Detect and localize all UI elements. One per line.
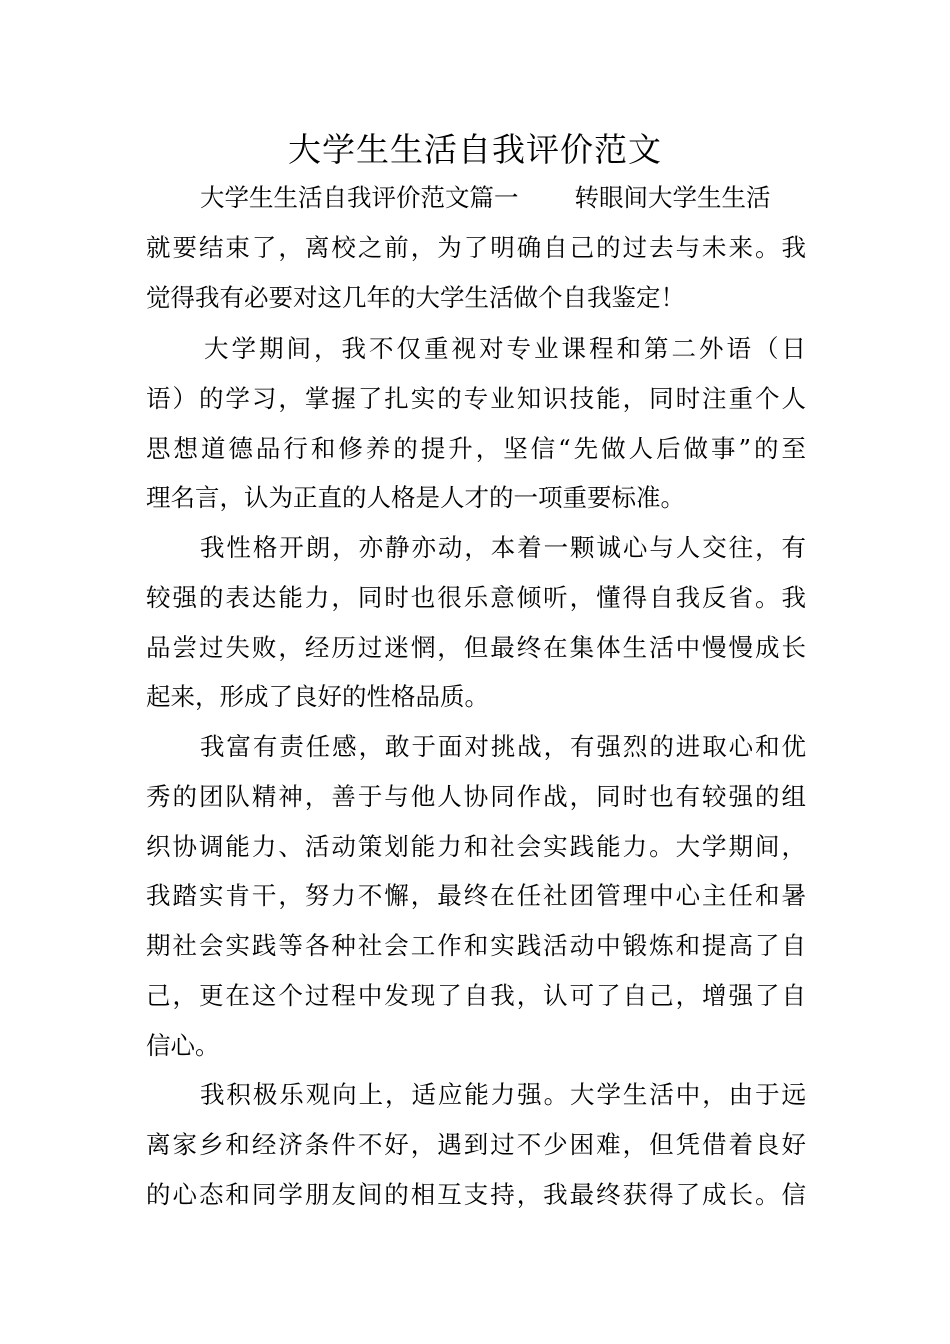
paragraph-line: 思想道德品行和修养的提升，坚信“先做人后做事”的至 [146,434,806,463]
paragraph-line: 信心。 [146,1031,220,1060]
paragraph-line: 的心态和同学朋友间的相互支持，我最终获得了成长。信 [146,1180,806,1209]
paragraph-line: 理名言，认为正直的人格是人才的一项重要标准。 [146,483,685,512]
paragraph-line: 品尝过失败，经历过迷惘，但最终在集体生活中慢慢成长 [146,633,806,662]
paragraph-line: 语）的学习，掌握了扎实的专业知识技能，同时注重个人 [146,384,806,413]
paragraph-line: 织协调能力、活动策划能力和社会实践能力。大学期间， [146,832,806,861]
paragraph-line: 我积极乐观向上，适应能力强。大学生活中，由于远 [200,1080,806,1109]
paragraph-line: 大学期间，我不仅重视对专业课程和第二外语（日 [204,334,806,363]
paragraph-line: 我性格开朗，亦静亦动，本着一颗诚心与人交往，有 [200,533,806,562]
paragraph-line: 就要结束了，离校之前，为了明确自己的过去与未来。我 [146,233,806,262]
paragraph-line: 起来，形成了良好的性格品质。 [146,682,489,711]
paragraph-line: 己，更在这个过程中发现了自我，认可了自己，增强了自 [146,981,806,1010]
document-title: 大学生生活自我评价范文 [288,130,662,169]
paragraph-line: 我富有责任感，敢于面对挑战，有强烈的进取心和优 [200,732,806,761]
paragraph-line: 我踏实肯干，努力不懈，最终在任社团管理中心主任和暑 [146,881,806,910]
paragraph-line: 较强的表达能力，同时也很乐意倾听，懂得自我反省。我 [146,583,806,612]
paragraph-text: 转眼间大学生生活 [574,183,771,212]
paragraph-line [200,180,806,216]
paragraph-line: 离家乡和经济条件不好，遇到过不少困难，但凭借着良好 [146,1130,806,1159]
paragraph-line: 秀的团队精神，善于与他人协同作战，同时也有较强的组 [146,782,806,811]
paragraph-line: 期社会实践等各种社会工作和实践活动中锻炼和提高了自 [146,931,806,960]
section-heading-inline: 大学生生活自我评价范文篇一 [200,183,519,212]
paragraph-line: 觉得我有必要对这几年的大学生活做个自我鉴定！ [146,283,685,312]
